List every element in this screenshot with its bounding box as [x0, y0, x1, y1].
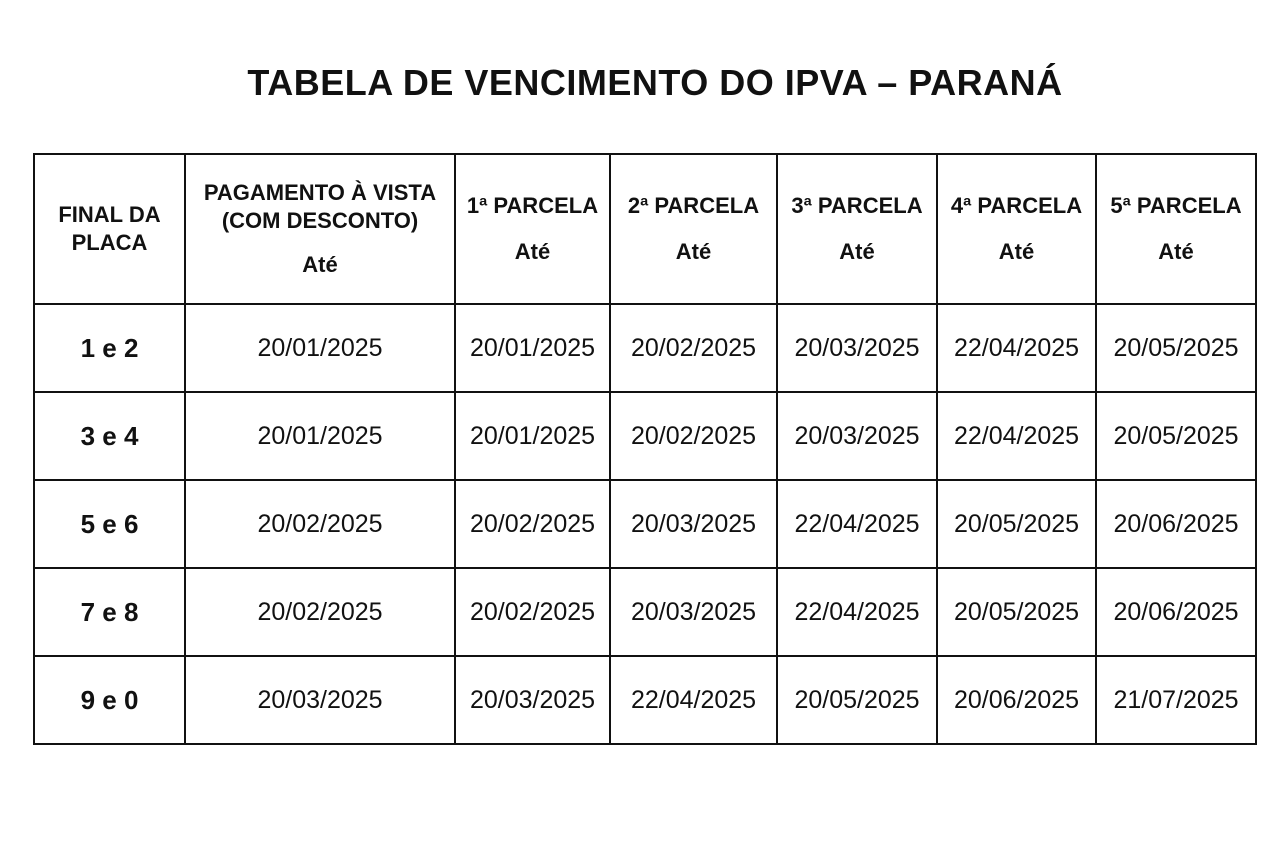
header-parcela-1: 1ª PARCELA Até [455, 154, 610, 304]
parcela-5-date-cell: 20/06/2025 [1096, 568, 1256, 656]
table-row [34, 480, 1256, 568]
parcela-3-date-cell: 22/04/2025 [777, 480, 937, 568]
table-row [34, 568, 1256, 656]
parcela-4-date-cell: 22/04/2025 [937, 304, 1096, 392]
parcela-2-date-cell: 20/02/2025 [610, 304, 777, 392]
parcela-3-date-cell: 20/03/2025 [777, 304, 937, 392]
table-header-row [34, 154, 1256, 304]
parcela-2-date-cell: 22/04/2025 [610, 656, 777, 744]
header-parcela-3: 3ª PARCELA Até [777, 154, 937, 304]
header-parcela-4: 4ª PARCELA Até [937, 154, 1096, 304]
parcela-4-date-cell: 20/05/2025 [937, 480, 1096, 568]
final-placa-cell: 3 e 4 [34, 392, 185, 480]
vista-date-cell: 20/01/2025 [185, 304, 455, 392]
parcela-1-date-cell: 20/02/2025 [455, 568, 610, 656]
parcela-1-date-cell: 20/01/2025 [455, 304, 610, 392]
parcela-3-date-cell: 22/04/2025 [777, 568, 937, 656]
table-row [34, 656, 1256, 744]
vista-date-cell: 20/02/2025 [185, 480, 455, 568]
final-placa-cell: 1 e 2 [34, 304, 185, 392]
parcela-2-date-cell: 20/03/2025 [610, 480, 777, 568]
parcela-5-date-cell: 20/05/2025 [1096, 392, 1256, 480]
table-row [34, 304, 1256, 392]
final-placa-cell: 9 e 0 [34, 656, 185, 744]
header-parcela-5: 5ª PARCELA Até [1096, 154, 1256, 304]
vista-date-cell: 20/02/2025 [185, 568, 455, 656]
parcela-5-date-cell: 20/06/2025 [1096, 480, 1256, 568]
vista-date-cell: 20/01/2025 [185, 392, 455, 480]
parcela-3-date-cell: 20/05/2025 [777, 656, 937, 744]
parcela-5-date-cell: 21/07/2025 [1096, 656, 1256, 744]
header-final-placa: FINAL DA PLACA [34, 154, 185, 304]
final-placa-cell: 7 e 8 [34, 568, 185, 656]
header-parcela-2: 2ª PARCELA Até [610, 154, 777, 304]
parcela-4-date-cell: 20/06/2025 [937, 656, 1096, 744]
parcela-1-date-cell: 20/03/2025 [455, 656, 610, 744]
parcela-1-date-cell: 20/02/2025 [455, 480, 610, 568]
parcela-2-date-cell: 20/02/2025 [610, 392, 777, 480]
parcela-3-date-cell: 20/03/2025 [777, 392, 937, 480]
parcela-4-date-cell: 20/05/2025 [937, 568, 1096, 656]
parcela-2-date-cell: 20/03/2025 [610, 568, 777, 656]
vista-date-cell: 20/03/2025 [185, 656, 455, 744]
final-placa-cell: 5 e 6 [34, 480, 185, 568]
page-title: TABELA DE VENCIMENTO DO IPVA – PARANÁ [247, 62, 1063, 103]
parcela-5-date-cell: 20/05/2025 [1096, 304, 1256, 392]
parcela-1-date-cell: 20/01/2025 [455, 392, 610, 480]
parcela-4-date-cell: 22/04/2025 [937, 392, 1096, 480]
table-row [34, 392, 1256, 480]
ipva-due-date-table [33, 153, 1257, 745]
header-pagamento-vista: PAGAMENTO À VISTA (COM DESCONTO) Até [185, 154, 455, 304]
